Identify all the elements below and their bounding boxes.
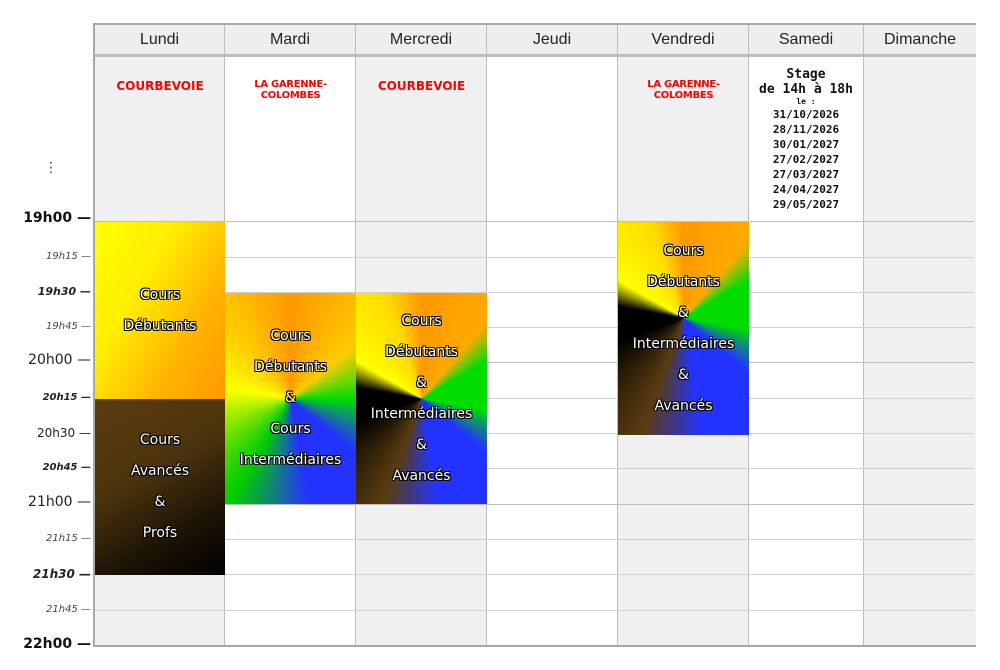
day-header-samedi: Samedi <box>749 25 864 57</box>
class-text: & <box>678 366 689 383</box>
grid-line-21h15 <box>95 539 974 540</box>
vertical-ellipsis: ⋮ <box>44 160 58 176</box>
stage-title: Stage <box>786 67 826 82</box>
day-header-mercredi: Mercredi <box>356 25 487 57</box>
class-text: Cours <box>401 312 442 329</box>
class-text: & <box>285 390 296 406</box>
location-vendredi: LA GARENNE-COLOMBES <box>647 79 720 101</box>
class-text: Intermédiaires <box>370 405 473 422</box>
class-text: Cours <box>663 242 704 259</box>
class-text: & <box>678 304 689 321</box>
time-label-22h00: 22h00 — <box>23 636 91 652</box>
class-text: Cours <box>139 432 181 448</box>
grid-line-21h30 <box>95 574 974 575</box>
stage-date: 27/02/2027 <box>772 153 840 166</box>
column-dimanche <box>864 57 976 645</box>
class-text: Intermédiaires <box>632 335 735 352</box>
grid-line-19h15 <box>95 257 974 258</box>
class-text: Cours <box>270 421 311 437</box>
time-label-19h00: 19h00 — <box>23 210 91 226</box>
time-label-19h45: 19h45 — <box>46 321 91 332</box>
class-text: & <box>154 494 166 510</box>
class-text: Avancés <box>130 463 190 479</box>
location-mardi: LA GARENNE-COLOMBES <box>254 79 327 101</box>
grid-line-19h00 <box>95 221 974 222</box>
day-header-vendredi: Vendredi <box>618 25 749 57</box>
location-lundi: COURBEVOIE <box>116 79 204 93</box>
class-block-lundi-debutants[interactable] <box>95 222 225 399</box>
grid-line-21h00 <box>95 504 974 505</box>
day-header-lundi: Lundi <box>95 25 225 57</box>
class-text: Intermédiaires <box>239 452 342 468</box>
stage-le: le : <box>796 97 816 106</box>
stage-date: 29/05/2027 <box>772 198 840 211</box>
weekly-schedule <box>93 23 976 647</box>
class-text: Débutants <box>385 343 458 360</box>
grid-line-21h45 <box>95 610 974 611</box>
stage-info <box>749 67 863 212</box>
stage-date: 24/04/2027 <box>772 183 840 196</box>
time-label-21h30: 21h30 — <box>32 567 91 581</box>
stage-date: 27/03/2027 <box>772 168 840 181</box>
time-label-21h15: 21h15 — <box>46 533 91 544</box>
stage-date: 30/01/2027 <box>772 138 840 151</box>
time-label-20h45: 20h45 — <box>42 462 91 473</box>
class-text: Débutants <box>647 273 720 290</box>
stage-date: 28/11/2026 <box>772 123 840 136</box>
class-block-lundi-avances[interactable] <box>95 399 225 575</box>
class-text: & <box>416 436 427 453</box>
day-header-mardi: Mardi <box>225 25 356 57</box>
time-label-19h30: 19h30 — <box>37 285 91 298</box>
stage-date: 31/10/2026 <box>772 108 840 121</box>
class-block-vendredi[interactable] <box>618 222 749 435</box>
class-text: Cours <box>139 286 181 303</box>
time-label-19h15: 19h15 — <box>46 251 91 262</box>
stage-hours: de 14h à 18h <box>759 82 853 97</box>
time-label-20h30: 20h30 — <box>37 426 91 440</box>
class-text: & <box>416 374 427 391</box>
location-mercredi: COURBEVOIE <box>377 79 466 93</box>
class-text: Cours <box>270 328 311 344</box>
time-label-21h00: 21h00 — <box>28 494 91 510</box>
class-text: Débutants <box>254 359 327 375</box>
day-header-jeudi: Jeudi <box>487 25 618 57</box>
class-text: Profs <box>142 525 178 541</box>
class-block-mercredi[interactable] <box>356 293 487 504</box>
class-text: Débutants <box>123 317 197 334</box>
column-jeudi <box>487 57 618 645</box>
class-text: Avancés <box>392 467 451 484</box>
day-header-dimanche: Dimanche <box>864 25 976 57</box>
time-label-21h45: 21h45 — <box>46 604 91 615</box>
time-label-20h15: 20h15 — <box>42 392 91 403</box>
time-label-20h00: 20h00 — <box>28 352 91 368</box>
class-text: Avancés <box>654 397 713 414</box>
class-block-mardi[interactable] <box>225 293 356 504</box>
